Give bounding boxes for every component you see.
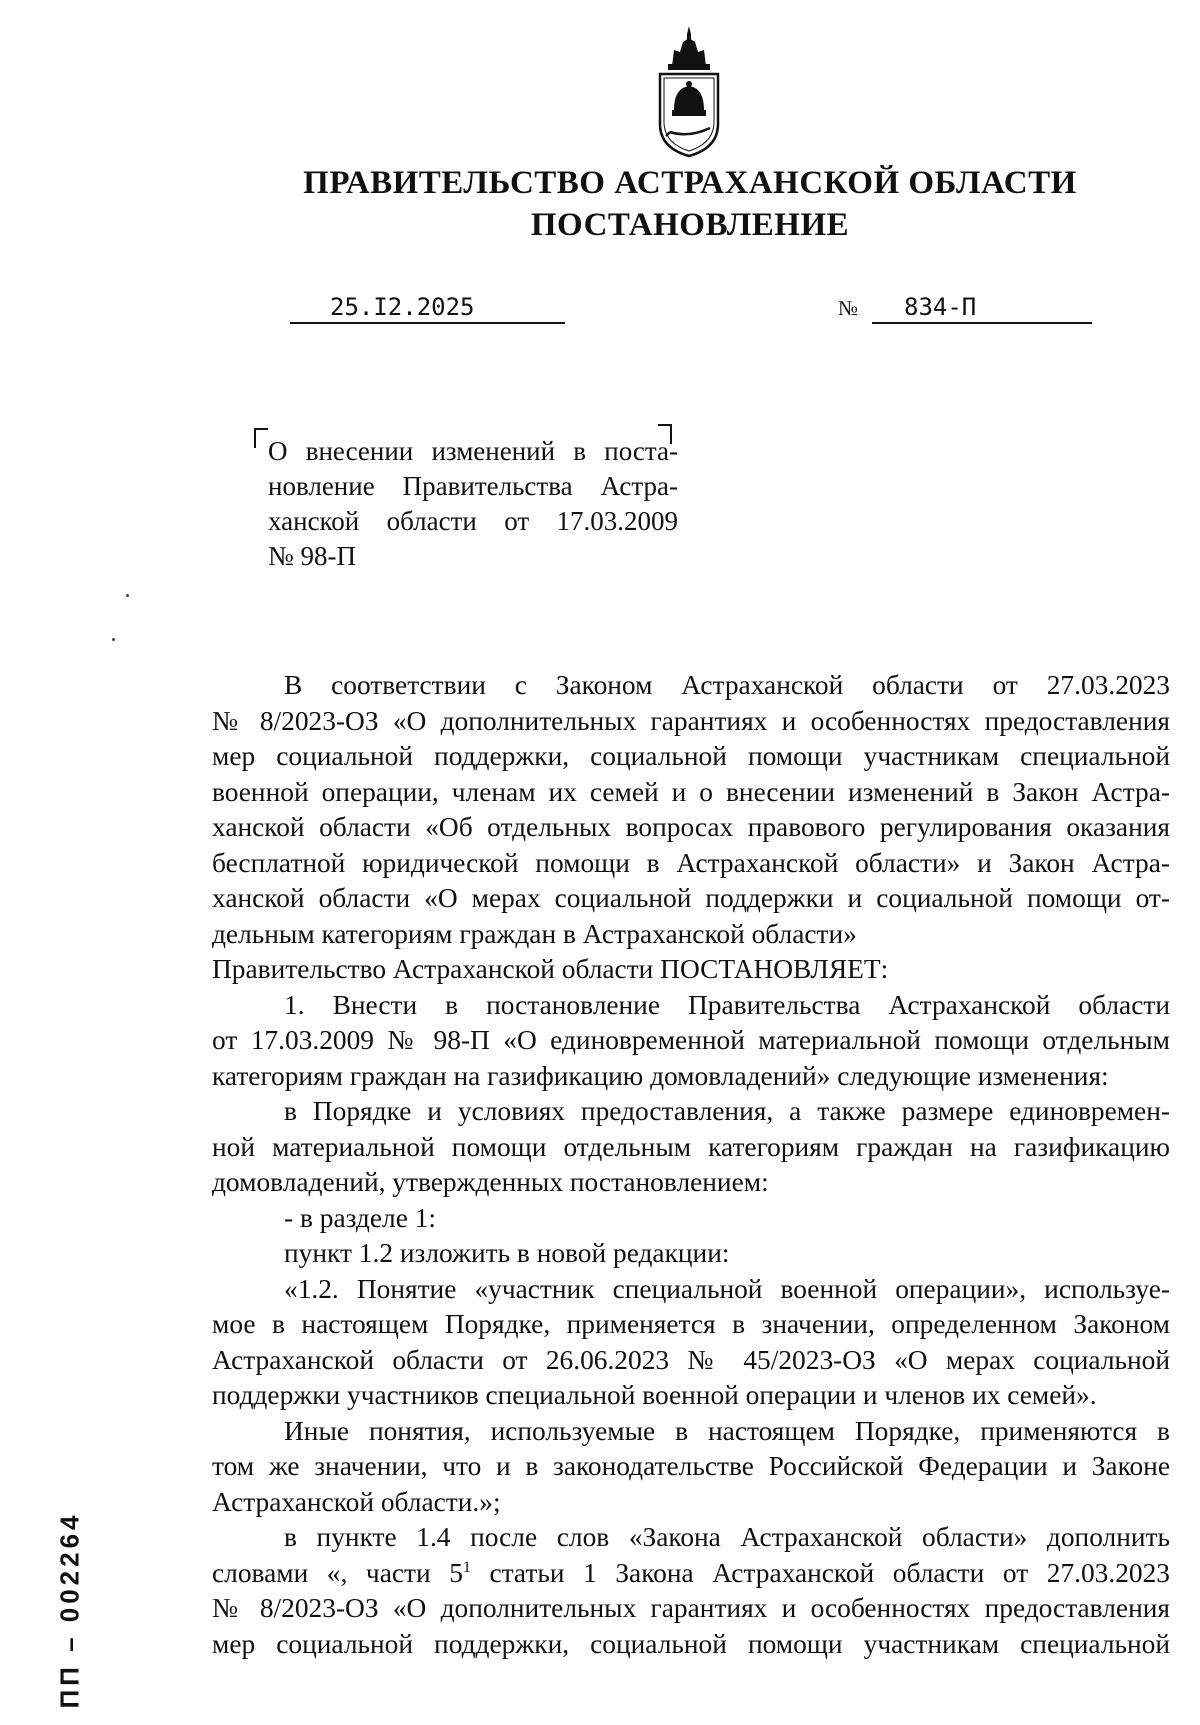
document-subject <box>268 434 678 574</box>
subject-line: О внесении изменений в поста- <box>268 436 678 466</box>
body-line: 1. Внести в постановление Правительства Астраханской области <box>284 989 1170 1020</box>
body-line: мер социальной поддержки, социальной помощи участникам специальной <box>212 1628 1170 1659</box>
side-registration-code <box>50 1495 90 1725</box>
body-line: № 8/2023-ОЗ «О дополнительных гарантиях и особенностях предоставления <box>212 1593 1170 1623</box>
body-line: в пункте 1.4 после слов «Закона Астраханской области» дополнить <box>284 1522 1170 1552</box>
body-line: домовладений, утвержденных постановлением: <box>212 1167 769 1197</box>
body-line: В соответствии с Законом Астраханской области от 27.03.2023 <box>284 670 1170 700</box>
body-line: - в разделе 1: <box>284 1202 436 1233</box>
document-body <box>212 668 1170 1662</box>
body-line: бесплатной юридической помощи в Астраханской области» и Закон Астра- <box>212 847 1170 878</box>
scan-speck <box>126 594 129 597</box>
body-line: категориям граждан на газификацию домовладений» следующие изменения: <box>212 1060 1109 1091</box>
body-line: № 8/2023-ОЗ «О дополнительных гарантиях и особенностях предоставления <box>212 705 1170 736</box>
document-number: 834-П <box>872 290 1092 324</box>
side-code-text: ПП – 002264 <box>54 1511 85 1709</box>
superscript-index: 1 <box>462 1558 471 1576</box>
document-type-title: ПОСТАНОВЛЕНИЕ <box>530 207 850 243</box>
body-line: военной операции, членам их семей и о внесении изменений в Закон Астра- <box>212 776 1170 807</box>
body-line: Иные понятия, используемые в настоящем Порядке, применяются в <box>284 1415 1170 1446</box>
body-line: мое в настоящем Порядке, применяется в значении, определенном Законом <box>212 1309 1170 1339</box>
body-line: том же значении, что и в законодательстве Российской Федерации и Законе <box>212 1451 1170 1481</box>
organization-title: ПРАВИТЕЛЬСТВО АСТРАХАНСКОЙ ОБЛАСТИ <box>303 165 1077 201</box>
body-line: ной материальной помощи отдельным категориям граждан на газификацию <box>212 1131 1170 1162</box>
body-line: Астраханской области.»; <box>212 1486 501 1517</box>
subject-line: № 98-П <box>268 541 357 571</box>
body-text-fragment: словами «, части 5 <box>212 1557 463 1588</box>
subject-bracket-left <box>254 428 268 448</box>
body-line: мер социальной поддержки, социальной помощи участникам специальной <box>212 741 1170 771</box>
subject-line: ханской области от 17.03.2009 <box>268 506 678 536</box>
body-line-with-superscript <box>212 1556 1170 1592</box>
body-line: пункт 1.2 изложить в новой редакции: <box>284 1238 730 1268</box>
coat-of-arms-emblem <box>650 24 728 160</box>
document-date: 25.I2.2025 <box>290 290 565 324</box>
body-line: от 17.03.2009 № 98-П «О единовременной материальной помощи отдельным <box>212 1025 1170 1055</box>
body-line: Астраханской области от 26.06.2023 № 45/2023-ОЗ «О мерах социальной <box>212 1344 1170 1375</box>
body-line: поддержки участников специальной военной операции и членов их семей». <box>212 1380 1097 1410</box>
number-sign: № <box>838 296 859 320</box>
body-line: в Порядке и условиях предоставления, а также размере единовремен- <box>284 1096 1170 1126</box>
body-text-fragment: статьи 1 Закона Астраханской области от 27.03.2023 <box>470 1557 1170 1588</box>
body-line: ханской области «Об отдельных вопросах правового регулирования оказания <box>212 812 1170 842</box>
body-line: «1.2. Понятие «участник специальной военной операции», используе- <box>284 1273 1170 1304</box>
subject-line: новление Правительства Астра- <box>268 471 678 501</box>
body-line: дельным категориям граждан в Астраханской области» <box>212 918 857 949</box>
body-line: ханской области «О мерах социальной поддержки и социальной помощи от- <box>212 883 1170 913</box>
body-line: Правительство Астраханской области ПОСТАНОВЛЯЕТ: <box>212 954 889 984</box>
scan-speck <box>112 638 115 641</box>
